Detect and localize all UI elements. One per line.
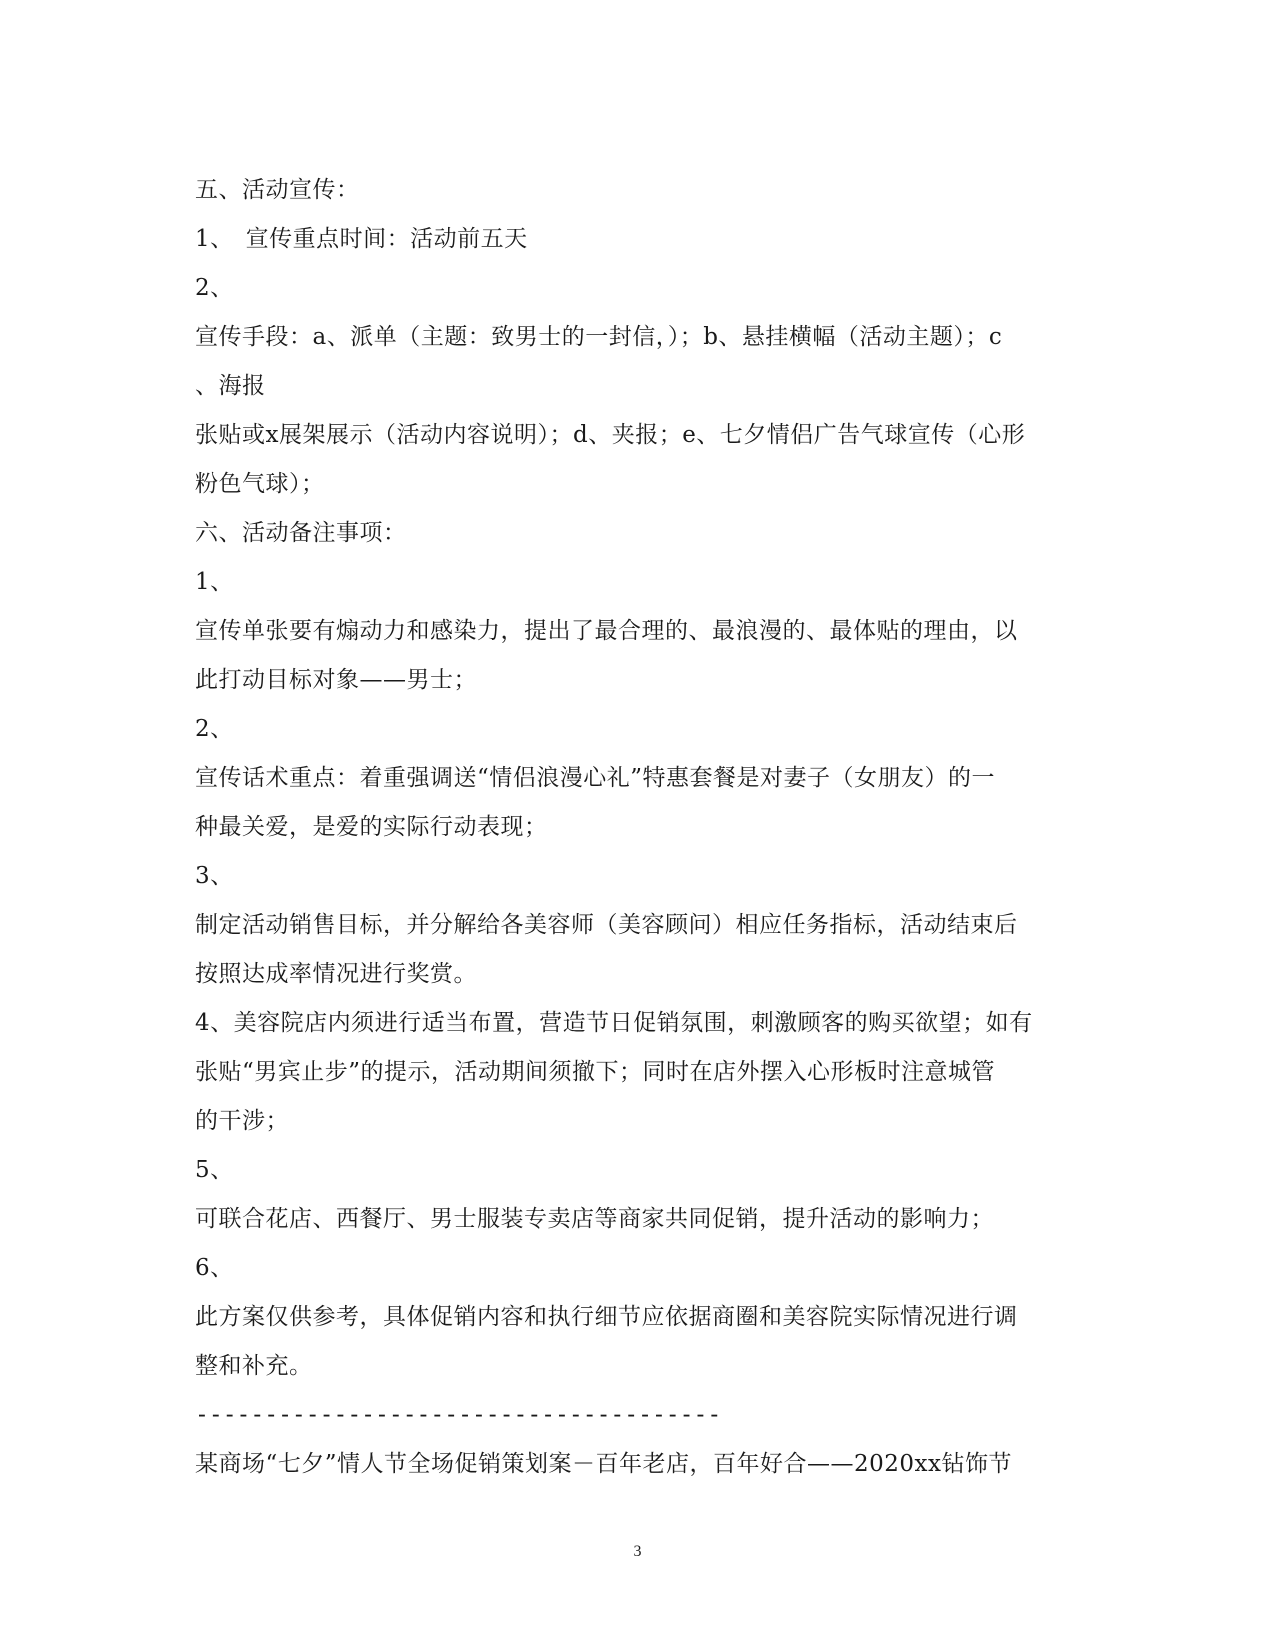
- separator-line: --------------------------------------: [195, 1402, 722, 1428]
- closing-title-line: 某商场“七夕”情人节全场促销策划案－百年老店，百年好合——2020xx钻饰节: [195, 1451, 1012, 1477]
- paragraph-line: 此打动目标对象——男士；: [195, 667, 477, 693]
- page-number: 3: [633, 1543, 642, 1560]
- paragraph-line: 种最关爱，是爱的实际行动表现；: [195, 814, 548, 840]
- paragraph-line: 此方案仅供参考，具体促销内容和执行细节应依据商圈和美容院实际情况进行调: [195, 1304, 1018, 1330]
- list-item-number: 6、: [195, 1255, 234, 1281]
- list-item-number: 3、: [195, 863, 234, 889]
- paragraph-line: 宣传单张要有煽动力和感染力，提出了最合理的、最浪漫的、最体贴的理由，以: [195, 618, 1018, 644]
- list-item: 1、 宣传重点时间：活动前五天: [195, 226, 528, 252]
- paragraph-line: 制定活动销售目标，并分解给各美容师（美容顾问）相应任务指标，活动结束后: [195, 912, 1018, 938]
- document-body: [195, 166, 1080, 1489]
- paragraph-line: 宣传话术重点：着重强调送“情侣浪漫心礼”特惠套餐是对妻子（女朋友）的一: [195, 765, 996, 791]
- paragraph-line: 张贴或x展架展示（活动内容说明）；d、夹报；e、七夕情侣广告气球宣传（心形: [195, 422, 1026, 448]
- paragraph-line: 张贴“男宾止步”的提示，活动期间须撤下；同时在店外摆入心形板时注意城管: [195, 1059, 996, 1085]
- list-item-number: 1、: [195, 569, 234, 595]
- paragraph-line: 宣传手段：a、派单（主题：致男士的一封信，）；b、悬挂横幅（活动主题）；c: [195, 324, 1003, 350]
- paragraph-line: 4、美容院店内须进行适当布置，营造节日促销氛围，刺激顾客的购买欲望；如有: [195, 1010, 1033, 1036]
- list-item-number: 2、: [195, 716, 234, 742]
- paragraph-line: 粉色气球）；: [195, 471, 325, 497]
- paragraph-line: 、海报: [195, 373, 266, 399]
- paragraph-line: 的干涉；: [195, 1108, 289, 1134]
- list-item-number: 5、: [195, 1157, 234, 1183]
- list-item-number: 2、: [195, 275, 234, 301]
- section-heading-publicity: 五、活动宣传：: [195, 177, 360, 203]
- section-heading-notes: 六、活动备注事项：: [195, 520, 407, 546]
- paragraph-line: 按照达成率情况进行奖赏。: [195, 961, 477, 987]
- paragraph-line: 整和补充。: [195, 1353, 313, 1379]
- paragraph-line: 可联合花店、西餐厅、男士服装专卖店等商家共同促销，提升活动的影响力；: [195, 1206, 994, 1232]
